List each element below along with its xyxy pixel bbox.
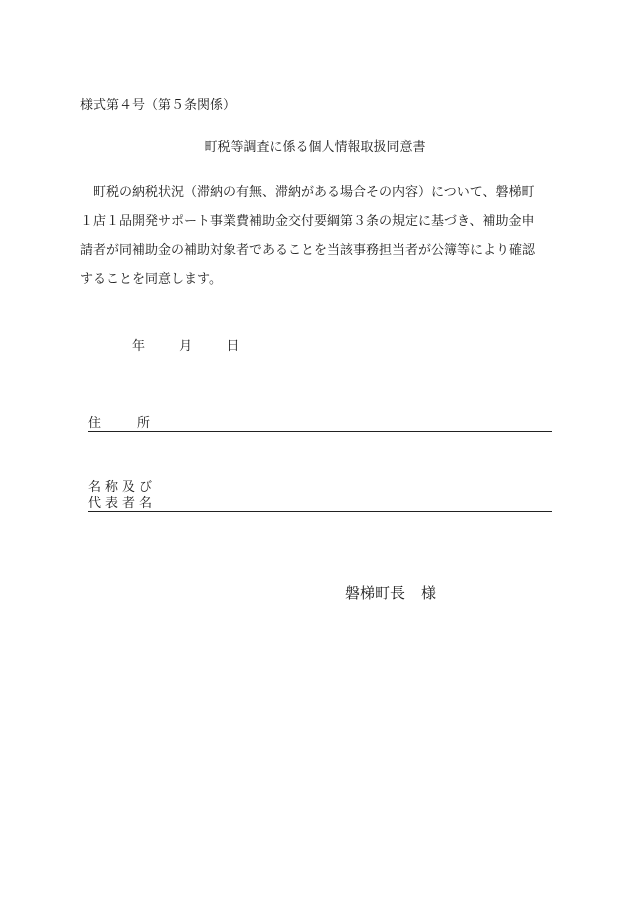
- representative-name-field[interactable]: [88, 495, 552, 512]
- date-day-label: 日: [226, 339, 240, 354]
- body-line: １店１品開発サポート事業費補助金交付要綱第３条の規定に基づき、補助金申: [80, 214, 535, 229]
- addressee-name: 磐梯町長: [345, 584, 406, 602]
- address-field[interactable]: [88, 415, 552, 432]
- body-line: することを同意します。: [80, 272, 222, 287]
- date-line: [132, 335, 239, 354]
- name-label-line1: 名称及び: [88, 480, 157, 495]
- addressee: [345, 582, 436, 603]
- form-number: 様式第４号（第５条関係）: [80, 98, 237, 113]
- body-line: 請者が同補助金の補助対象者であることを当該事務担当者が公簿等により確認: [80, 243, 536, 258]
- address-label: 住所: [88, 416, 187, 431]
- document-title: 町税等調査に係る個人情報取扱同意書: [204, 140, 426, 155]
- addressee-honorific: 様: [421, 584, 437, 602]
- date-year-label: 年: [132, 339, 146, 354]
- body-line: 町税の納税状況（滞納の有無、滞納がある場合その内容）について、磐梯町: [80, 185, 535, 200]
- date-month-label: 月: [179, 339, 193, 354]
- representative-name-label: 代表者名: [88, 496, 157, 511]
- consent-body-text: [80, 178, 554, 294]
